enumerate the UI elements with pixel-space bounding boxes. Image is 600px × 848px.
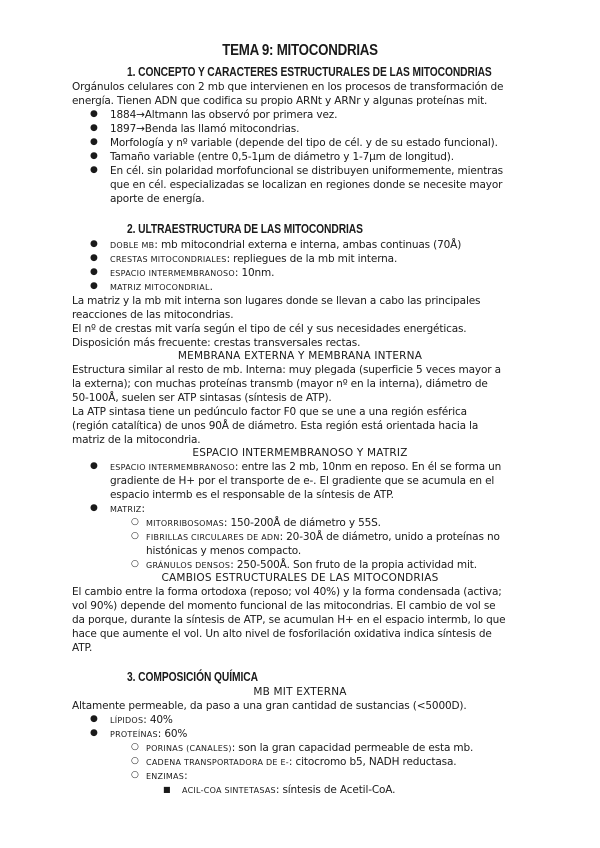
section-2-bullet: DOBLE MB: mb mitocondrial externa e interna, ambas continuas (70Å) [110,239,462,251]
subsection-heading-cambios: CAMBIOS ESTRUCTURALES DE LAS MITOCONDRIAS [161,572,439,584]
cambios-line: ATP. [72,642,93,654]
bullet-dot-icon: ● [90,253,98,263]
membranes-line: la externa); con muchas proteínas transmb (mayor nº en la interna), diámetro de [72,378,488,390]
subsection-heading-espacio-matriz: ESPACIO INTERMEMBRANOSO Y MATRIZ [192,447,408,459]
composition-bullet: LÍPIDOS: 40% [110,714,173,726]
matriz-item-cont: histónicas y menos compacto. [146,545,302,557]
bullet-dot-icon: ● [90,503,98,513]
section-2-paragraph-line: La matriz y la mb mit interna son lugares donde se llevan a cabo las principales [72,295,481,307]
membranes-line: 50-100Å, suelen ser ATP sintasas (síntesis de ATP). [72,392,332,404]
section-2-paragraph-line: Disposición más frecuente: crestas transversales rectas. [72,337,361,349]
bullet-dot-icon: ● [90,165,98,175]
section-2-bullet: CRESTAS MITOCONDRIALES: repliegues de la mb mit interna. [110,253,398,265]
bullet-circle-icon: ○ [131,742,139,752]
page-title: TEMA 9: MITOCONDRIAS [222,42,378,59]
section-3-heading: 3. COMPOSICIÓN QUÍMICA [127,670,258,684]
bullet-circle-icon: ○ [131,770,139,780]
subsection-heading-mb-externa: MB MIT EXTERNA [253,686,347,698]
section-1-bullet: 1897→Benda las llamó mitocondrias. [110,123,300,135]
section-1-bullet: En cél. sin polaridad morfofuncional se distribuyen uniformemente, mientras [110,165,503,177]
bullet-dot-icon: ● [90,109,98,119]
section-2-bullet: ESPACIO INTERMEMBRANOSO: 10nm. [110,267,275,279]
bullet-dot-icon: ● [90,714,98,724]
subsection-heading-membranes: MEMBRANA EXTERNA Y MEMBRANA INTERNA [177,350,423,362]
bullet-circle-icon: ○ [131,559,139,569]
bullet-circle-icon: ○ [131,517,139,527]
cambios-line: El cambio entre la forma ortodoxa (reposo; vol 40%) y la forma condensada (activa; [72,586,502,598]
bullet-dot-icon: ● [90,151,98,161]
bullet-dot-icon: ● [90,267,98,277]
protein-item: CADENA TRANSPORTADORA DE E-: citocromo b5, NADH reductasa. [146,756,457,768]
bullet-circle-icon: ○ [131,756,139,766]
section-1-intro-line: energía. Tienen ADN que codifica su propio ARNt y ARNr y algunas proteínas mit. [72,95,488,107]
section-1-intro-line: Orgánulos celulares con 2 mb que intervienen en los procesos de transformación de [72,81,504,93]
bullet-dot-icon: ● [90,461,98,471]
section-1-bullet: 1884→Altmann las observó por primera vez. [110,109,338,121]
section-2-paragraph-line: reacciones de las mitocondrias. [72,309,234,321]
section-1-heading: 1. CONCEPTO Y CARACTERES ESTRUCTURALES DE LAS MITOCONDRIAS [127,65,492,79]
membranes-line: (región catalítica) de unos 90Å de diámetro. Esta región está orientada hacia la [72,420,479,432]
section-2-paragraph-line: El nº de crestas mit varía según el tipo de cél y sus necesidades energéticas. [72,323,467,335]
bullet-dot-icon: ● [90,728,98,738]
espacio-bullet-cont: gradiente de H+ por el transporte de e-. El gradiente que se acumula en el [110,475,495,487]
bullet-dot-icon: ● [90,281,98,291]
matriz-item: MITORRIBOSOMAS: 150-200Å de diámetro y 55S. [146,517,381,529]
section-1-bullet: Morfología y nº variable (depende del tipo de cél. y de su estado funcional). [110,137,498,149]
bullet-square-icon: ■ [163,785,171,794]
composition-bullet: PROTEÍNAS: 60% [110,728,188,740]
section-1-bullet: Tamaño variable (entre 0,5-1μm de diámetro y 1-7μm de longitud). [110,151,454,163]
protein-item: ENZIMAS: [146,770,188,782]
bullet-circle-icon: ○ [131,531,139,541]
matriz-item: GRÁNULOS DENSOS: 250-500Å. Son fruto de la propia actividad mit. [146,559,477,571]
espacio-bullet: ESPACIO INTERMEMBRANOSO: entre las 2 mb, 10nm en reposo. En él se forma un [110,461,502,473]
espacio-bullet-cont: espacio intermb es el responsable de la síntesis de ATP. [110,489,394,501]
bullet-dot-icon: ● [90,123,98,133]
section-1-bullet-cont: que en cél. especializadas se localizan en regiones donde se necesite mayor [110,179,503,191]
section-1-bullet-cont: aporte de energía. [110,193,205,205]
enzyme-item: ACIL-COA SINTETASAS: síntesis de Acetil-CoA. [182,784,396,796]
section-2-heading: 2. ULTRAESTRUCTURA DE LAS MITOCONDRIAS [127,222,363,236]
cambios-line: da porque, durante la síntesis de ATP, se acumulan H+ en el espacio intermb, lo que [72,614,506,626]
cambios-line: hace que aumente el vol. Un alto nivel de fosforilación oxidativa indica síntesis de [72,628,492,640]
membranes-line: La ATP sintasa tiene un pedúnculo factor F0 que se une a una región esférica [72,406,467,418]
membranes-line: Estructura similar al resto de mb. Interna: muy plegada (superficie 5 veces mayor a [72,364,501,376]
membranes-line: matriz de la mitocondria. [72,434,201,446]
matriz-item: FIBRILLAS CIRCULARES DE ADN: 20-30Å de diámetro, unido a proteínas no [146,531,500,543]
bullet-dot-icon: ● [90,137,98,147]
mb-externa-line: Altamente permeable, da paso a una gran cantidad de sustancias (<5000D). [72,700,467,712]
protein-item: PORINAS (CANALES): son la gran capacidad permeable de esta mb. [146,742,474,754]
matriz-bullet: MATRIZ: [110,503,145,515]
bullet-dot-icon: ● [90,239,98,249]
cambios-line: vol 90%) depende del momento funcional de las mitocondrias. El cambio de vol se [72,600,496,612]
section-2-bullet: MATRIZ MITOCONDRIAL. [110,281,213,293]
